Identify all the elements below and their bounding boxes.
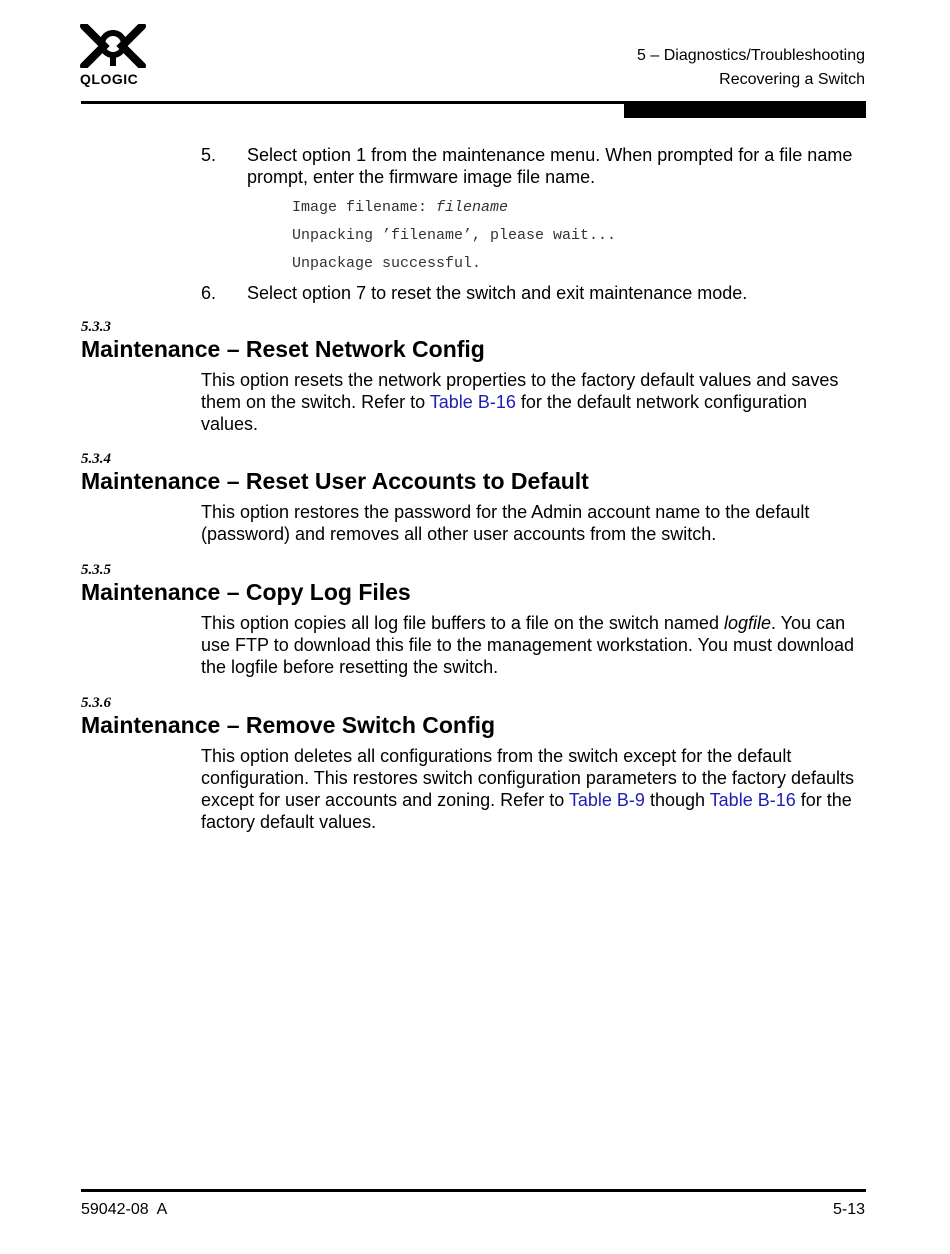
section-number: 5.3.4: [81, 451, 111, 467]
qlogic-logo-icon: [80, 24, 146, 68]
code-value: filename: [436, 199, 509, 216]
code-line-1: [292, 199, 508, 217]
paragraph-text: This option resets the network properties to the factory default values and saves them on the switch. Refer to: [201, 370, 839, 412]
section-heading: Maintenance – Reset Network Config: [81, 336, 485, 362]
section-heading: Maintenance – Copy Log Files: [81, 579, 411, 605]
logo-text: QLOGIC: [80, 71, 139, 87]
table-b16-link[interactable]: Table B-16: [429, 392, 516, 412]
table-b16-link[interactable]: Table B-16: [709, 790, 796, 810]
document-id: 59042-08 A: [81, 1201, 168, 1218]
code-line-3: Unpackage successful.: [292, 255, 482, 272]
paragraph-text: This option copies all log file buffers to a file on the switch named: [201, 613, 724, 633]
paragraph-text: . You can use FTP to download this file to the management workstation. You must download the logfile before resetting the switch.: [201, 613, 855, 677]
section-number: 5.3.5: [81, 562, 111, 578]
step-number: 5.: [201, 145, 217, 165]
section-heading: Maintenance – Remove Switch Config: [81, 712, 496, 738]
section-title: Recovering a Switch: [719, 71, 865, 88]
section-heading: Maintenance – Reset User Accounts to Default: [81, 468, 589, 494]
step-5: [201, 144, 866, 188]
step-number: 6.: [201, 283, 217, 303]
table-b9-link[interactable]: Table B-9: [568, 790, 645, 810]
running-header: [637, 44, 865, 92]
header-block: [624, 104, 866, 118]
code-label: Image filename:: [292, 199, 437, 216]
paragraph-text: This option deletes all configurations from the switch except for the default configuration. This restores switch configuration parameters to the factory defaults except for user accounts and zoning. Refer to: [201, 746, 854, 810]
footer-rule: [81, 1189, 866, 1192]
step-text: Select option 7 to reset the switch and exit maintenance mode.: [247, 283, 748, 303]
section-paragraph: [201, 612, 866, 678]
step-text: Select option 1 from the maintenance menu. When prompted for a file name prompt, enter the firmware image file name.: [247, 145, 853, 187]
paragraph-text: for the default network configuration values.: [201, 392, 808, 434]
code-line-2: Unpacking ’filename’, please wait...: [292, 227, 617, 244]
paragraph-text: though: [644, 790, 710, 810]
page-number: 5-13: [832, 1201, 865, 1218]
section-paragraph: This option restores the password for the Admin account name to the default (password) and removes all other user accounts from the switch.: [201, 502, 810, 544]
step-6: [201, 282, 866, 304]
section-number: 5.3.3: [81, 319, 111, 335]
qlogic-logo: [80, 24, 152, 87]
section-paragraph: [201, 745, 866, 833]
section-number: 5.3.6: [81, 695, 111, 711]
section-paragraph: [201, 369, 866, 435]
logfile-term: logfile: [723, 613, 771, 633]
paragraph-text: for the factory default values.: [201, 790, 852, 832]
chapter-title: 5 – Diagnostics/Troubleshooting: [637, 47, 865, 64]
